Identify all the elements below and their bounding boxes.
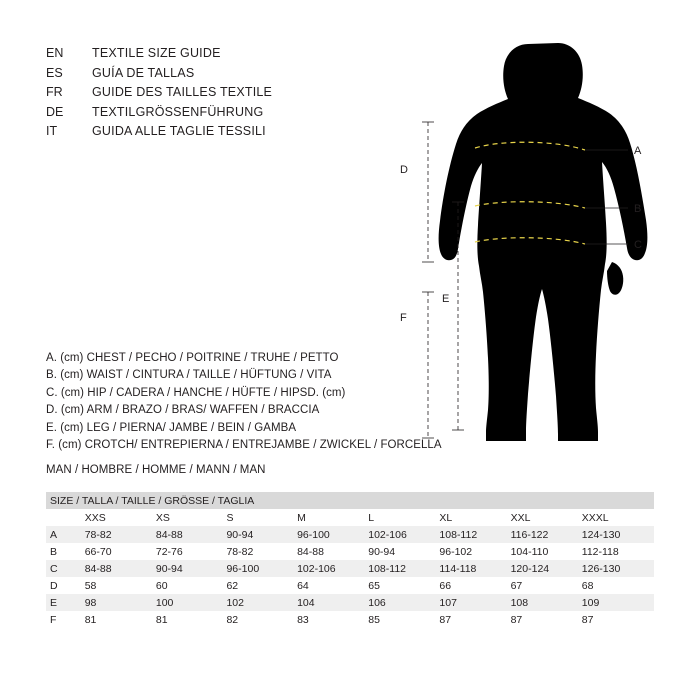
row-label: C — [46, 560, 85, 577]
legend-item-f: F. (cm) CROTCH/ ENTREPIERNA / ENTREJAMBE / ZWICKEL / FORCELLA — [46, 439, 442, 452]
language-title: TEXTILE SIZE GUIDE — [92, 46, 221, 60]
callout-letter-c: C — [634, 239, 642, 251]
language-title: TEXTILGRÖSSENFÜHRUNG — [92, 104, 264, 119]
column-header-s: S — [226, 509, 297, 526]
column-header-xxs: XXS — [85, 509, 156, 526]
cell: 98 — [85, 594, 156, 611]
cell: 108-112 — [439, 526, 510, 543]
table-row — [46, 611, 654, 628]
language-code: ES — [46, 65, 63, 80]
cell: 87 — [582, 611, 654, 628]
language-title: GUÍA DE TALLAS — [92, 65, 195, 80]
cell: 62 — [226, 577, 297, 594]
cell: 100 — [156, 594, 227, 611]
cell: 60 — [156, 577, 227, 594]
callout-letter-d: D — [400, 164, 408, 176]
table-row — [46, 560, 654, 577]
cell: 108 — [511, 594, 582, 611]
row-label: A — [46, 526, 85, 543]
cell: 104 — [297, 594, 368, 611]
cell: 83 — [297, 611, 368, 628]
cell: 116-122 — [511, 526, 582, 543]
cell: 126-130 — [582, 560, 654, 577]
language-title: GUIDE DES TAILLES TEXTILE — [92, 85, 273, 99]
legend-item-b: B. (cm) WAIST / CINTURA / TAILLE / HÜFTUNG / VITA — [46, 369, 332, 382]
language-row — [46, 64, 272, 84]
column-header-l: L — [368, 509, 439, 526]
callout-letter-a: A — [634, 145, 642, 157]
cell: 90-94 — [368, 543, 439, 560]
legend-item-c: C. (cm) HIP / CADERA / HANCHE / HÜFTE / HIPSD. (cm) — [46, 386, 346, 399]
language-code: EN — [46, 46, 64, 60]
callout-letter-f: F — [400, 312, 407, 324]
cell: 96-100 — [226, 560, 297, 577]
table-row — [46, 577, 654, 594]
row-label: F — [46, 611, 85, 628]
cell: 87 — [511, 611, 582, 628]
language-title: GUIDA ALLE TAGLIE TESSILI — [92, 124, 266, 138]
language-code: FR — [46, 85, 63, 99]
size-table — [46, 492, 654, 628]
cell: 96-100 — [297, 526, 368, 543]
cell: 106 — [368, 594, 439, 611]
cell: 81 — [156, 611, 227, 628]
cell: 87 — [439, 611, 510, 628]
table-header-band — [46, 492, 654, 509]
callout-letter-e: E — [442, 293, 450, 305]
column-header-xs: XS — [156, 509, 227, 526]
language-row — [46, 122, 272, 142]
cell: 96-102 — [439, 543, 510, 560]
callout-letter-b: B — [634, 203, 642, 215]
row-label: B — [46, 543, 85, 560]
column-header-xxxl: XXXL — [582, 509, 654, 526]
cell: 66 — [439, 577, 510, 594]
table-row — [46, 526, 654, 543]
cell: 102-106 — [368, 526, 439, 543]
cell: 102-106 — [297, 560, 368, 577]
cell: 68 — [582, 577, 654, 594]
cell: 65 — [368, 577, 439, 594]
cell: 81 — [85, 611, 156, 628]
cell: 90-94 — [156, 560, 227, 577]
cell: 85 — [368, 611, 439, 628]
column-header-xxl: XXL — [511, 509, 582, 526]
cell: 107 — [439, 594, 510, 611]
gender-note: MAN / HOMBRE / HOMME / MANN / MAN — [46, 464, 266, 476]
cell: 64 — [297, 577, 368, 594]
row-label: E — [46, 594, 85, 611]
column-header-xl: XL — [439, 509, 510, 526]
language-code: DE — [46, 104, 64, 119]
cell: 58 — [85, 577, 156, 594]
cell: 104-110 — [511, 543, 582, 560]
cell: 78-82 — [85, 526, 156, 543]
man-silhouette — [439, 43, 648, 441]
column-header-blank — [46, 509, 85, 526]
legend-item-e: E. (cm) LEG / PIERNA/ JAMBE / BEIN / GAMBA — [46, 421, 297, 434]
cell: 72-76 — [156, 543, 227, 560]
cell: 82 — [226, 611, 297, 628]
cell: 120-124 — [511, 560, 582, 577]
row-label: D — [46, 577, 85, 594]
body-figure — [380, 30, 670, 450]
cell: 84-88 — [156, 526, 227, 543]
cell: 90-94 — [226, 526, 297, 543]
language-row — [46, 83, 272, 103]
cell: 109 — [582, 594, 654, 611]
cell: 84-88 — [297, 543, 368, 560]
cell: 124-130 — [582, 526, 654, 543]
language-row — [46, 103, 272, 123]
cell: 114-118 — [439, 560, 510, 577]
language-code: IT — [46, 124, 58, 138]
cell: 78-82 — [226, 543, 297, 560]
cell: 112-118 — [582, 543, 654, 560]
legend-item-d: D. (cm) ARM / BRAZO / BRAS/ WAFFEN / BRACCIA — [46, 404, 320, 417]
language-row — [46, 44, 272, 64]
language-title-block — [46, 44, 272, 142]
column-header-m: M — [297, 509, 368, 526]
cell: 108-112 — [368, 560, 439, 577]
table-column-row — [46, 509, 654, 526]
table-row — [46, 594, 654, 611]
cell: 66-70 — [85, 543, 156, 560]
table-header-label: SIZE / TALLA / TAILLE / GRÖSSE / TAGLIA — [46, 492, 654, 509]
table-row — [46, 543, 654, 560]
cell: 67 — [511, 577, 582, 594]
legend-item-a: A. (cm) CHEST / PECHO / POITRINE / TRUHE / PETTO — [46, 352, 339, 364]
size-table-wrap — [46, 492, 654, 628]
cell: 102 — [226, 594, 297, 611]
cell: 84-88 — [85, 560, 156, 577]
